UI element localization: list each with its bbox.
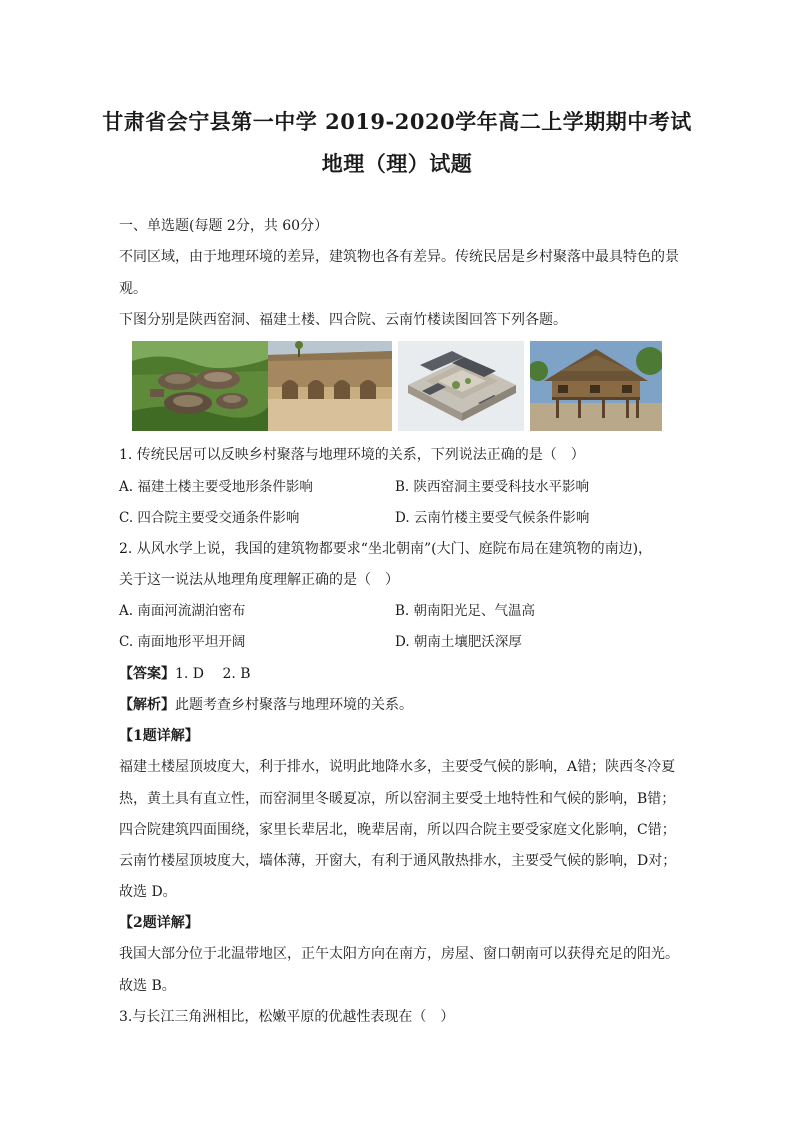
question-2-option-a: A. 南面河流湖泊密布 (119, 603, 246, 619)
yaodong-photo (268, 341, 392, 431)
question-1-stem: 1. 传统民居可以反映乡村聚落与地理环境的关系，下列说法正确的是（ ） (119, 447, 585, 463)
question-2-stem-line2: 关于这一说法从地理角度理解正确的是（ ） (119, 572, 399, 588)
question-1-option-b: B. 陕西窑洞主要受科技水平影响 (395, 479, 590, 495)
answer-label: 【答案】 (119, 666, 175, 682)
detail-1-line4: 云南竹楼屋顶坡度大，墙体薄，开窗大，有利于通风散热排水，主要受气候的影响，D对； (119, 853, 677, 869)
building-photos (132, 341, 662, 433)
section-heading: 一、单选题(每题 2分，共 60分） (119, 218, 329, 234)
question-1-option-c: C. 四合院主要受交通条件影响 (119, 510, 300, 526)
exam-subtitle: 地理（理）试题 (321, 151, 473, 176)
question-2-option-b: B. 朝南阳光足、气温高 (395, 603, 536, 619)
answer-text: 1. D 2. B (175, 666, 251, 682)
question-3-stem: 3.与长江三角洲相比，松嫩平原的优越性表现在（ ） (119, 1009, 455, 1025)
zhulou-photo (530, 341, 662, 431)
question-2-option-d: D. 朝南土壤肥沃深厚 (395, 634, 522, 650)
detail-2-line1: 我国大部分位于北温带地区，正午太阳方向在南方，房屋、窗口朝南可以获得充足的阳光。 (119, 946, 679, 962)
question-2-stem-line1: 2. 从风水学上说，我国的建筑物都要求“坐北朝南”(大门、庭院布局在建筑物的南边)， (119, 541, 653, 557)
question-2-option-c: C. 南面地形平坦开阔 (119, 634, 246, 650)
intro-figure-caption: 下图分别是陕西窑洞、福建土楼、四合院、云南竹楼读图回答下列各题。 (119, 312, 567, 328)
detail-2-line2: 故选 B。 (119, 978, 176, 994)
exam-title: 甘肃省会宁县第一中学 2019-2020学年高二上学期期中考试 (102, 109, 692, 134)
analysis-line (119, 696, 684, 714)
detail-1-line3: 四合院建筑四面围绕，家里长辈居北，晚辈居南，所以四合院主要受家庭文化影响，C错； (119, 822, 676, 838)
analysis-text: 此题考查乡村聚落与地理环境的关系。 (175, 697, 413, 713)
detail-1-line5: 故选 D。 (119, 884, 177, 900)
question-1-option-d: D. 云南竹楼主要受气候条件影响 (395, 510, 590, 526)
intro-paragraph-line1: 不同区域，由于地理环境的差异，建筑物也各有差异。传统民居是乡村聚落中最具特色的景 (119, 249, 679, 265)
analysis-label: 【解析】 (119, 697, 175, 713)
detail-2-heading: 【2题详解】 (119, 915, 199, 931)
detail-1-line1: 福建土楼屋顶坡度大，利于排水，说明此地降水多，主要受气候的影响，A错；陕西冬冷夏 (119, 759, 676, 775)
detail-1-heading: 【1题详解】 (119, 728, 199, 744)
siheyuan-photo (398, 341, 524, 431)
question-1-option-a: A. 福建土楼主要受地形条件影响 (119, 479, 313, 495)
answer-line (119, 665, 684, 683)
tulou-photo (132, 341, 268, 431)
detail-1-line2: 热，黄土具有直立性，而窑洞里冬暖夏凉，所以窑洞主要受土地特性和气候的影响，B错； (119, 791, 676, 807)
intro-paragraph-line2: 观。 (119, 281, 147, 297)
